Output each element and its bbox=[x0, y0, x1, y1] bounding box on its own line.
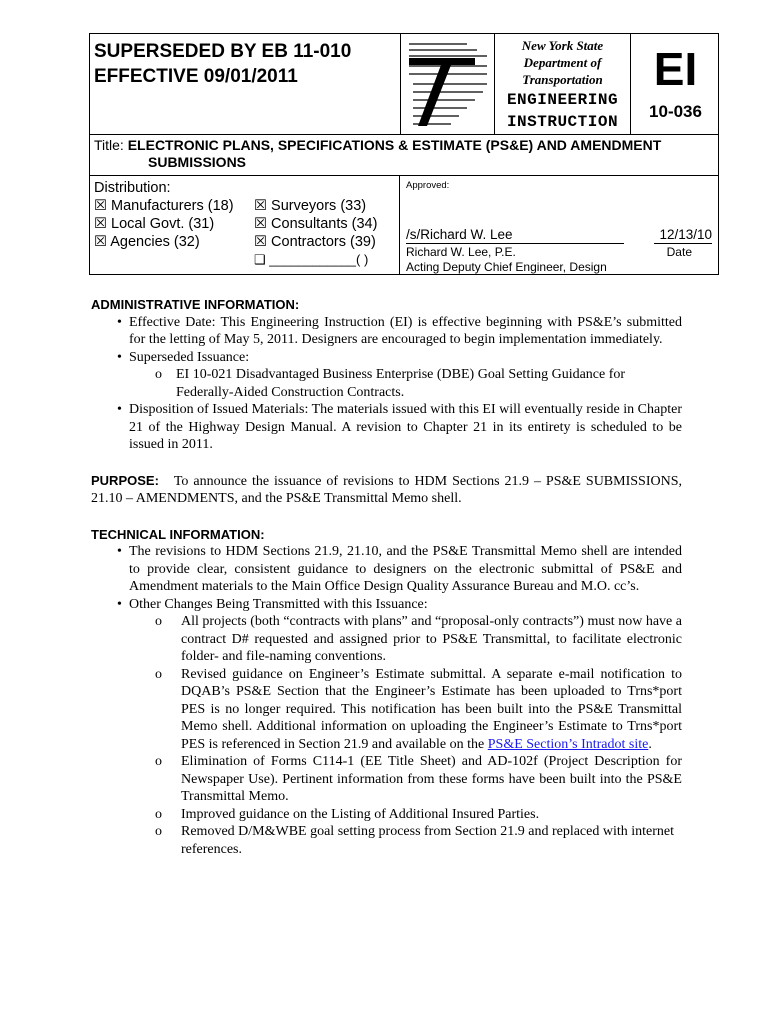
distribution-item: ☒ Manufacturers (18) bbox=[94, 198, 234, 214]
distribution-item: ❑ ____________( ) bbox=[254, 252, 369, 267]
doc-type-1: ENGINEERING bbox=[506, 91, 619, 109]
superseded-line-1: SUPERSEDED BY EB 11-010 bbox=[94, 41, 352, 62]
item-text: Revised guidance on Engineer’s Estimate submittal. A separate e-mail notification to DQAB’s PS&E Section that the Engineer’s Estimate has been uploaded to Trns*port PES is no longer required. This notification has been built into the PS&E Transmittal Memo shell. Additional information on uploading the Engineer’s Estimate to Trns*port PES is referenced in Section 21.9 and available on the bbox=[181, 666, 682, 752]
distribution-item: ☒ Consultants (34) bbox=[254, 216, 378, 232]
nysdot-logo-icon bbox=[401, 34, 495, 134]
distribution-col-2 bbox=[254, 197, 377, 269]
ei-block bbox=[631, 34, 720, 134]
purpose-paragraph bbox=[91, 472, 682, 508]
list-item: o EI 10-021 Disadvantaged Business Enterprise (DBE) Goal Setting Guidance for Federally-Aided Construction Contracts. bbox=[91, 366, 682, 401]
list-item: • The revisions to HDM Sections 21.9, 21.10, and the PS&E Transmittal Memo shell are intended to provide clear, consistent guidance to designers on the electronic submittal of PS&E and Amendment materials to the Main Office Design Quality Assurance Bureau and M.O. cc’s. bbox=[91, 543, 682, 596]
technical-heading: TECHNICAL INFORMATION: bbox=[91, 526, 265, 542]
list-item: o Improved guidance on the Listing of Additional Insured Parties. bbox=[91, 806, 682, 824]
list-item: • Disposition of Issued Materials: The materials issued with this EI will eventually reside in Chapter 21 of the Highway Design Manual. A revision to Chapter 21 in its entirety is scheduled to be issued in 2011. bbox=[91, 401, 682, 454]
distribution-item: ☒ Agencies (32) bbox=[94, 234, 200, 250]
distribution-label: Distribution: bbox=[94, 180, 171, 196]
signature-date: 12/13/10 bbox=[654, 227, 712, 244]
distribution-item: ☒ Surveyors (33) bbox=[254, 198, 367, 214]
date-label: Date bbox=[666, 245, 692, 259]
title-row bbox=[89, 134, 719, 176]
admin-heading: ADMINISTRATIVE INFORMATION: bbox=[91, 297, 300, 312]
purpose-heading: PURPOSE: bbox=[91, 472, 159, 488]
admin-list bbox=[91, 314, 682, 454]
department-block bbox=[495, 34, 631, 134]
header-block bbox=[89, 33, 719, 135]
list-item: • Other Changes Being Transmitted with this Issuance: bbox=[91, 596, 682, 614]
intradot-site-link[interactable]: PS&E Section’s Intradot site bbox=[487, 736, 649, 752]
dept-name-2: Department of bbox=[523, 55, 602, 70]
distribution-item: ☒ Contractors (39) bbox=[254, 234, 376, 250]
superseded-notice bbox=[90, 34, 401, 134]
approver-title: Acting Deputy Chief Engineer, Design bbox=[406, 260, 607, 274]
approval-block bbox=[400, 176, 718, 274]
technical-list bbox=[91, 543, 682, 858]
title-line-2: SUBMISSIONS bbox=[148, 154, 247, 170]
list-item: o All projects (both “contracts with plans” and “proposal-only contracts”) must now have a contract D# requested and assigned prior to PS&E Transmittal, to facilitate electronic folder- and file-naming conventions. bbox=[91, 613, 682, 666]
approver-name: Richard W. Lee, P.E. bbox=[406, 245, 516, 259]
list-item: o Removed D/M&WBE goal setting process from Section 21.9 and replaced with internet references. bbox=[91, 823, 682, 858]
item-text-end: . bbox=[648, 736, 652, 752]
list-item: o Elimination of Forms C114-1 (EE Title Sheet) and AD-102f (Project Description for Newspaper Use). Pertinent information from these forms have been built into the PS&E Transmittal Memo. bbox=[91, 753, 682, 806]
ei-number: 10-036 bbox=[649, 102, 702, 121]
document-body bbox=[91, 296, 682, 858]
distribution-col-1 bbox=[94, 197, 234, 251]
signature-line: /s/Richard W. Lee bbox=[406, 227, 624, 244]
distribution-approval-row bbox=[89, 175, 719, 275]
doc-type-2: INSTRUCTION bbox=[506, 113, 619, 131]
distribution-block bbox=[90, 176, 400, 274]
list-item bbox=[91, 666, 682, 754]
approved-label: Approved: bbox=[406, 180, 450, 191]
purpose-text: To announce the issuance of revisions to HDM Sections 21.9 – PS&E SUBMISSIONS, 21.10 – AMENDMENTS, and the PS&E Transmittal Memo shell. bbox=[91, 473, 682, 506]
list-item: • Effective Date: This Engineering Instruction (EI) is effective beginning with PS&E’s submitted for the letting of May 5, 2011. Designers are encouraged to begin implementation immediately. bbox=[91, 314, 682, 349]
ei-code: EI bbox=[653, 43, 698, 95]
dept-name-3: Transportation bbox=[522, 72, 603, 87]
superseded-line-2: EFFECTIVE 09/01/2011 bbox=[94, 66, 298, 87]
distribution-item: ☒ Local Govt. (31) bbox=[94, 216, 215, 232]
list-item: • Superseded Issuance: bbox=[91, 349, 682, 367]
dept-name-1: New York State bbox=[521, 38, 604, 53]
title-label: Title: bbox=[94, 137, 124, 153]
title-line-1: ELECTRONIC PLANS, SPECIFICATIONS & ESTIMATE (PS&E) AND AMENDMENT bbox=[127, 137, 662, 153]
